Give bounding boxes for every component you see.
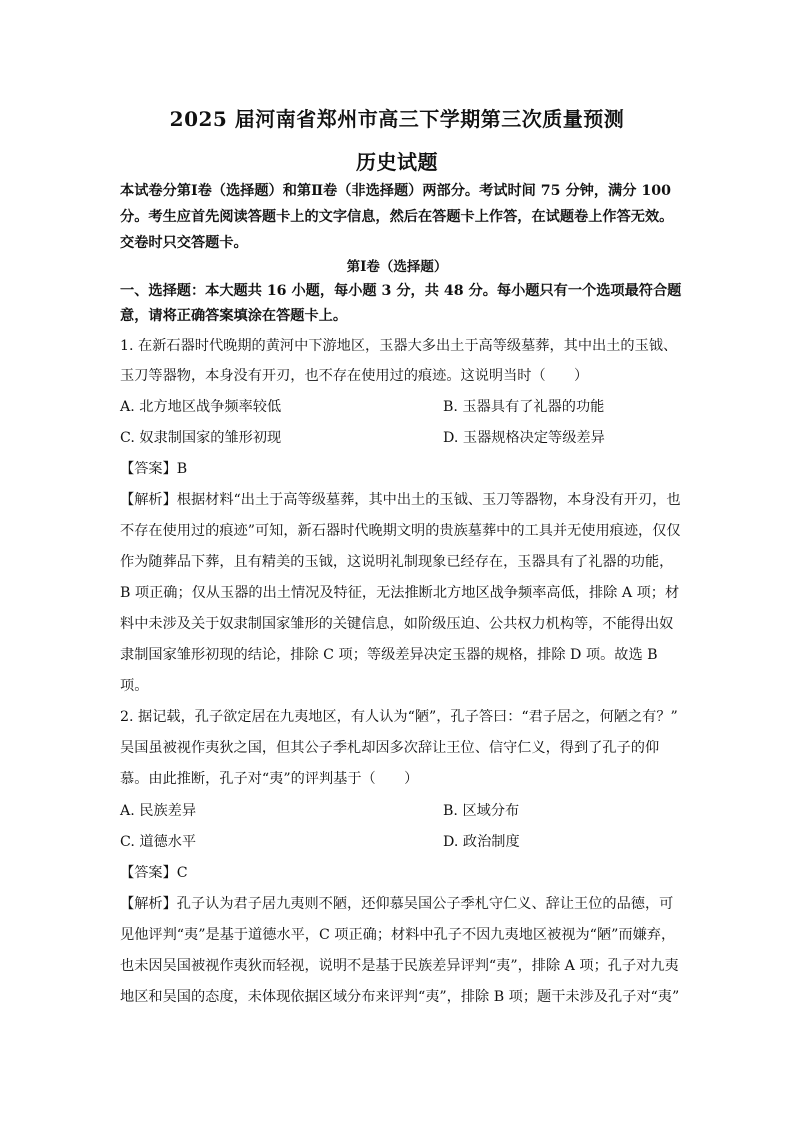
answer-label: 【答案】B (120, 461, 188, 477)
analysis-line: 项。 (120, 678, 149, 694)
option-d: D. 玉器规格决定等级差异 (443, 430, 605, 446)
analysis-line: 【解析】根据材料“出土于高等级墓葬，其中出土的玉钺、玉刀等器物，本身没有开刃，也 (120, 492, 681, 508)
question-stem: 玉刀等器物，本身没有开刃，也不存在使用过的痕迹。这说明当时（ ） (120, 368, 589, 384)
page-title: 2025 届河南省郑州市高三下学期第三次质量预测 (169, 107, 625, 131)
part-intro-line: 意，请将正确答案填涂在答题卡上。 (120, 308, 348, 324)
option-a: A. 北方地区战争频率较低 (120, 399, 282, 415)
analysis-line: 地区和吴国的态度，未体现依据区域分布来评判“夷”，排除 B 项；题干未涉及孔子对“夷” (120, 989, 680, 1005)
analysis-line: 作为随葬品下葬，且有精美的玉钺，这说明礼制现象已经存在，玉器具有了礼器的功能， (120, 554, 674, 570)
question-stem: 1. 在新石器时代晚期的黄河中下游地区，玉器大多出土于高等级墓葬，其中出土的玉钺、 (120, 338, 678, 354)
option-b: B. 玉器具有了礼器的功能 (443, 399, 605, 415)
instructions-line: 分。考生应首先阅读答题卡上的文字信息，然后在答题卡上作答，在试题卷上作答无效。 (120, 209, 674, 225)
page-subtitle: 历史试题 (356, 150, 438, 174)
option-a: A. 民族差异 (120, 803, 197, 819)
option-c: C. 奴隶制国家的雏形初现 (120, 430, 282, 446)
answer-label: 【答案】C (120, 865, 188, 881)
question-stem: 慕。由此推断，孔子对“夷”的评判基于（ ） (120, 771, 419, 787)
analysis-line: 【解析】孔子认为君子居九夷则不陋，还仰慕吴国公子季札守仁义、辞让王位的品德，可 (120, 896, 674, 912)
question-stem: 吴国虽被视作夷狄之国，但其公子季札却因多次辞让王位、信守仁义，得到了孔子的仰 (120, 740, 660, 756)
option-b: B. 区域分布 (443, 803, 520, 819)
question-stem: 2. 据记载，孔子欲定居在九夷地区，有人认为“陋”，孔子答曰：“君子居之，何陋之有？” (120, 709, 678, 725)
section-title: 第Ⅰ卷（选择题） (346, 259, 448, 275)
analysis-line: 不存在使用过的痕迹”可知，新石器时代晚期文明的贵族墓葬中的工具并无使用痕迹，仅仅 (120, 523, 681, 539)
analysis-line: B 项正确；仅从玉器的出土情况及特征，无法推断北方地区战争频率高低，排除 A 项；材 (120, 585, 680, 601)
analysis-line: 见他评判“夷”是基于道德水平，C 项正确；材料中孔子不因九夷地区被视为“陋”而嫌弃， (120, 927, 676, 943)
instructions-line: 交卷时只交答题卡。 (120, 235, 248, 251)
analysis-line: 也未因吴国被视作夷狄而轻视，说明不是基于民族差异评判“夷”，排除 A 项；孔子对九夷 (120, 958, 679, 974)
instructions-line: 本试卷分第Ⅰ卷（选择题）和第Ⅱ卷（非选择题）两部分。考试时间 75 分钟，满分 100 (120, 183, 671, 199)
analysis-line: 隶制国家雏形初现的结论，排除 C 项；等级差异决定玉器的规格，排除 D 项。故选 B (120, 647, 658, 663)
option-d: D. 政治制度 (443, 834, 520, 850)
part-intro-line: 一、选择题：本大题共 16 小题，每小题 3 分，共 48 分。每小题只有一个选项最符合题 (120, 283, 682, 299)
option-c: C. 道德水平 (120, 834, 197, 850)
analysis-line: 料中未涉及关于奴隶制国家雏形的关键信息，如阶级压迫、公共权力机构等，不能得出奴 (120, 616, 674, 632)
